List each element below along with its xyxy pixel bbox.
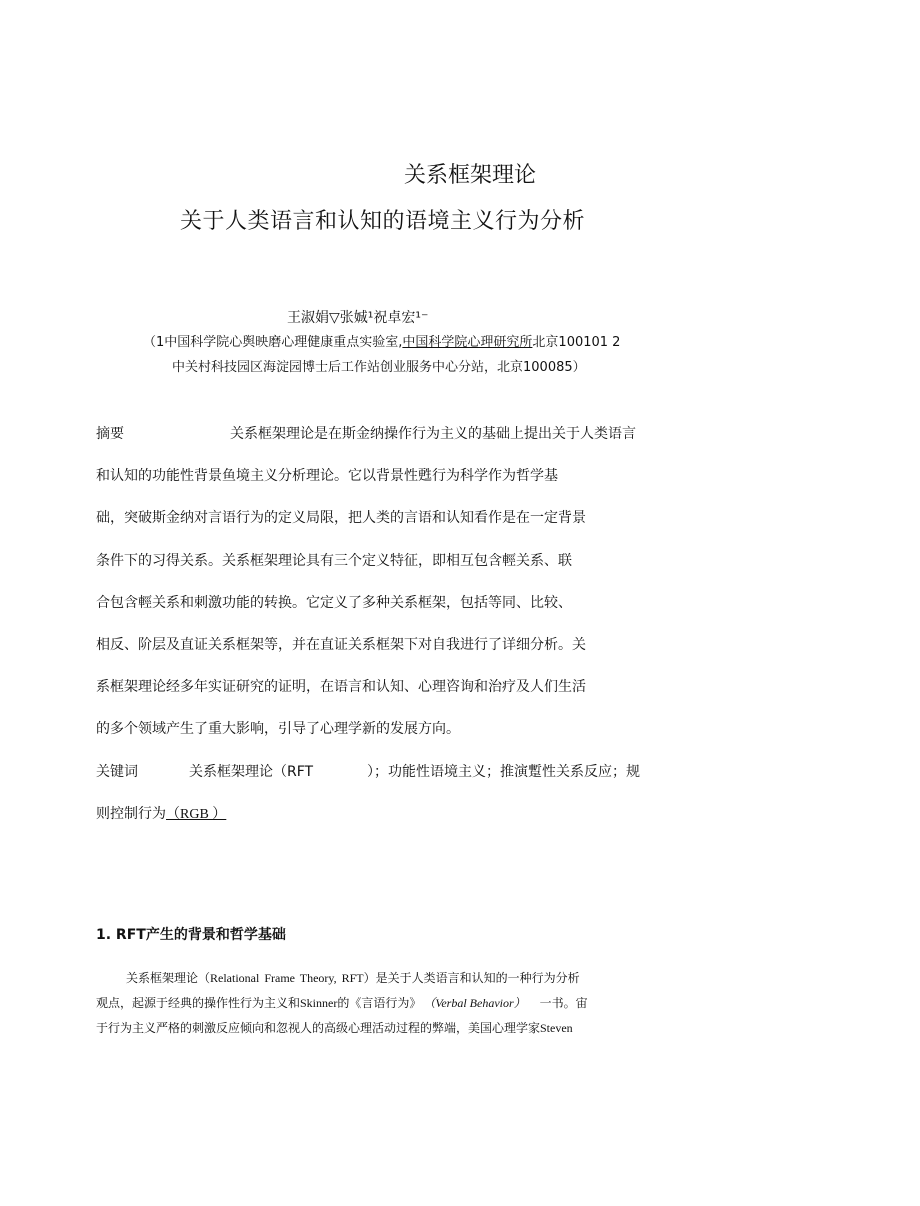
keywords-part-3: 则控制行为 [96, 806, 166, 822]
section-1-heading: 1. RFT产生的背景和哲学基础 [96, 927, 286, 943]
affiliation-institute: 中国科学院心玾研究所 [402, 335, 533, 350]
section-1-line-2-c: 一书。宙 [539, 996, 588, 1010]
affiliation-line-1 [143, 331, 620, 350]
abstract-line-4: 条件下的习得关系。关系框架理论具有三个定义特征，即相互包含輕关系、联 [96, 553, 572, 569]
abstract-line-5: 合包含輕关系和刺激功能的转换。它定义了多种关系框架，包括等同、比较、 [96, 595, 572, 611]
section-1-line-2 [96, 994, 588, 1011]
authors: 王淑娟▽张娍¹祝卓宏¹⁻ [287, 310, 429, 326]
section-1-line-2-a: 观点，起源于经典的操作性行为主义和Skinner的《言语行为》 [96, 996, 422, 1010]
abstract-line-1 [96, 423, 636, 443]
affiliation-part-c: 北京100101 2 [532, 335, 621, 350]
abstract-line-8: 的多个领域产生了重大影响，引导了心理学新的发展方向。 [96, 721, 460, 737]
affiliation-part-a: （1中国科学院心舆映磨心理健康重点实验室, [143, 335, 403, 350]
keywords-line-2 [96, 803, 226, 823]
keywords-label: 关键词 [96, 764, 138, 780]
keywords-rgb: （RGB ） [166, 807, 227, 822]
keywords-part-1: 关系框架理论（RFT [189, 764, 314, 780]
section-1-book-title: （Verbal Behavior） [429, 996, 526, 1010]
abstract-line-2: 和认知的功能性背景鱼境主义分析理论。它以背景性甦行为科学作为哲学基 [96, 468, 558, 484]
abstract-text-1: 关系框架理论是在斯金纳操作行为主义的基础上提出关于人类语言 [230, 426, 636, 442]
keywords-part-2: ）；功能性语境主义；推演蹔性关系反应；规 [367, 764, 640, 780]
abstract-line-7: 系框架理论经多年实证研究的证明，在语言和认知、心理咨询和治疗及人们生活 [96, 679, 586, 695]
abstract-line-6: 相反、阶层及直证关系框架等，并在直证关系框架下对自我进行了详细分析。关 [96, 637, 586, 653]
abstract-label: 摘要 [96, 426, 124, 442]
section-1-line-3: 于行为主义严格的刺激反应倾向和忽视人的高级心理活动过程的弊端，美国心理学家Steven [96, 1021, 573, 1035]
abstract-line-3: 础，突破斯金纳对言语行为的定义局限，把人类的言语和认知看作是在一定背景 [96, 510, 586, 526]
keywords-line-1 [96, 761, 640, 781]
section-1-line-1: 关系框架理论（Relational Frame Theory, RFT）是关于人类语言和认知的一种行为分析 [126, 971, 580, 985]
paper-title: 关系框架理论 [403, 163, 536, 188]
affiliation-line-2: 中关村科技园区海淀园博士后工作站创业服务中心分站，北京100085） [172, 360, 586, 375]
paper-subtitle: 关于人类语言和认知的语境主义行为分析 [180, 209, 586, 234]
